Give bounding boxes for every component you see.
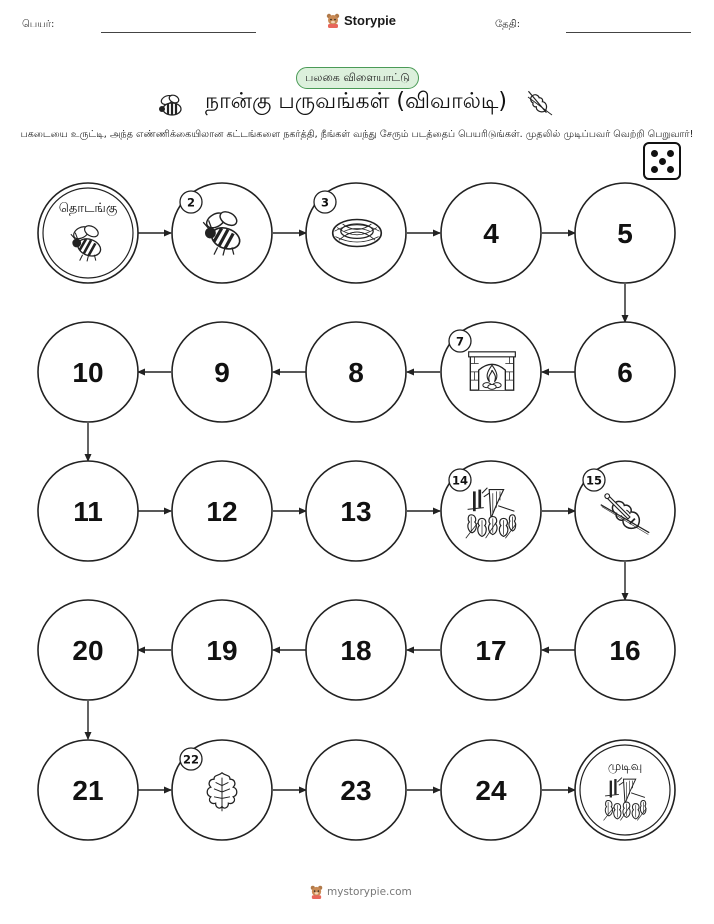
- fireplace-icon: [469, 352, 516, 390]
- square-number-badge: 15: [585, 473, 603, 488]
- footer: [310, 885, 412, 899]
- square-number: 11: [73, 496, 103, 527]
- square-start[interactable]: [38, 183, 138, 283]
- square-number: 9: [214, 357, 230, 388]
- square-number: 21: [72, 775, 104, 806]
- square-number-badge: 3: [320, 195, 330, 210]
- square-4[interactable]: [441, 183, 541, 283]
- footer-url: mystorypie.com: [327, 886, 412, 898]
- square-number: 13: [340, 496, 372, 527]
- square-14[interactable]: [441, 461, 541, 561]
- square-23[interactable]: [306, 740, 406, 840]
- nest-icon: [333, 220, 382, 247]
- square-7[interactable]: [441, 322, 541, 422]
- square-2[interactable]: [172, 183, 272, 283]
- square-number-badge: 7: [455, 334, 465, 349]
- board-game-badge: பலகை விளையாட்டு: [296, 67, 419, 89]
- square-number: 4: [483, 218, 499, 249]
- square-9[interactable]: [172, 322, 272, 422]
- square-number: 24: [475, 775, 507, 806]
- square-8[interactable]: [306, 322, 406, 422]
- end-label: முடிவு: [607, 759, 643, 773]
- square-number: 20: [72, 635, 104, 666]
- square-11[interactable]: [38, 461, 138, 561]
- square-24[interactable]: [441, 740, 541, 840]
- square-number: 6: [617, 357, 633, 388]
- square-number: 10: [72, 357, 104, 388]
- square-number: 18: [340, 635, 372, 666]
- square-number: 23: [340, 775, 372, 806]
- square-number: 16: [609, 635, 641, 666]
- square-number: 12: [206, 496, 238, 527]
- square-number: 8: [348, 357, 364, 388]
- square-6[interactable]: [575, 322, 675, 422]
- square-17[interactable]: [441, 600, 541, 700]
- start-label: தொடங்கு: [58, 201, 118, 216]
- square-19[interactable]: [172, 600, 272, 700]
- square-number-badge: 22: [182, 752, 200, 767]
- square-20[interactable]: [38, 600, 138, 700]
- name-label: பெயர்:: [22, 19, 55, 30]
- date-label: தேதி:: [495, 19, 521, 30]
- square-18[interactable]: [306, 600, 406, 700]
- square-number: 17: [475, 635, 507, 666]
- instructions-text: பகடையை உருட்டி, அந்த எண்ணிக்கையிலான கட்டங்களை நகர்த்தி, நீங்கள் வந்து சேரும் படத்தைப் பெயரிடுங்கள். முதலில் முடிப்பவர் வெற்றி பெறுவார்!: [20, 129, 694, 140]
- square-10[interactable]: [38, 322, 138, 422]
- square-5[interactable]: [575, 183, 675, 283]
- square-number-badge: 14: [451, 473, 469, 488]
- square-15[interactable]: [575, 461, 675, 561]
- square-13[interactable]: [306, 461, 406, 561]
- square-number: 19: [206, 635, 238, 666]
- square-12[interactable]: [172, 461, 272, 561]
- square-22[interactable]: [172, 740, 272, 840]
- brand-name: Storypie: [344, 13, 397, 28]
- square-number-badge: 2: [186, 195, 196, 210]
- square-16[interactable]: [575, 600, 675, 700]
- page-title: நான்கு பருவங்கள் (விவால்டி): [205, 89, 507, 114]
- square-number: 5: [617, 218, 633, 249]
- bear-mascot-icon: [310, 885, 323, 899]
- square-end[interactable]: [575, 740, 675, 840]
- square-3[interactable]: [306, 183, 406, 283]
- square-21[interactable]: [38, 740, 138, 840]
